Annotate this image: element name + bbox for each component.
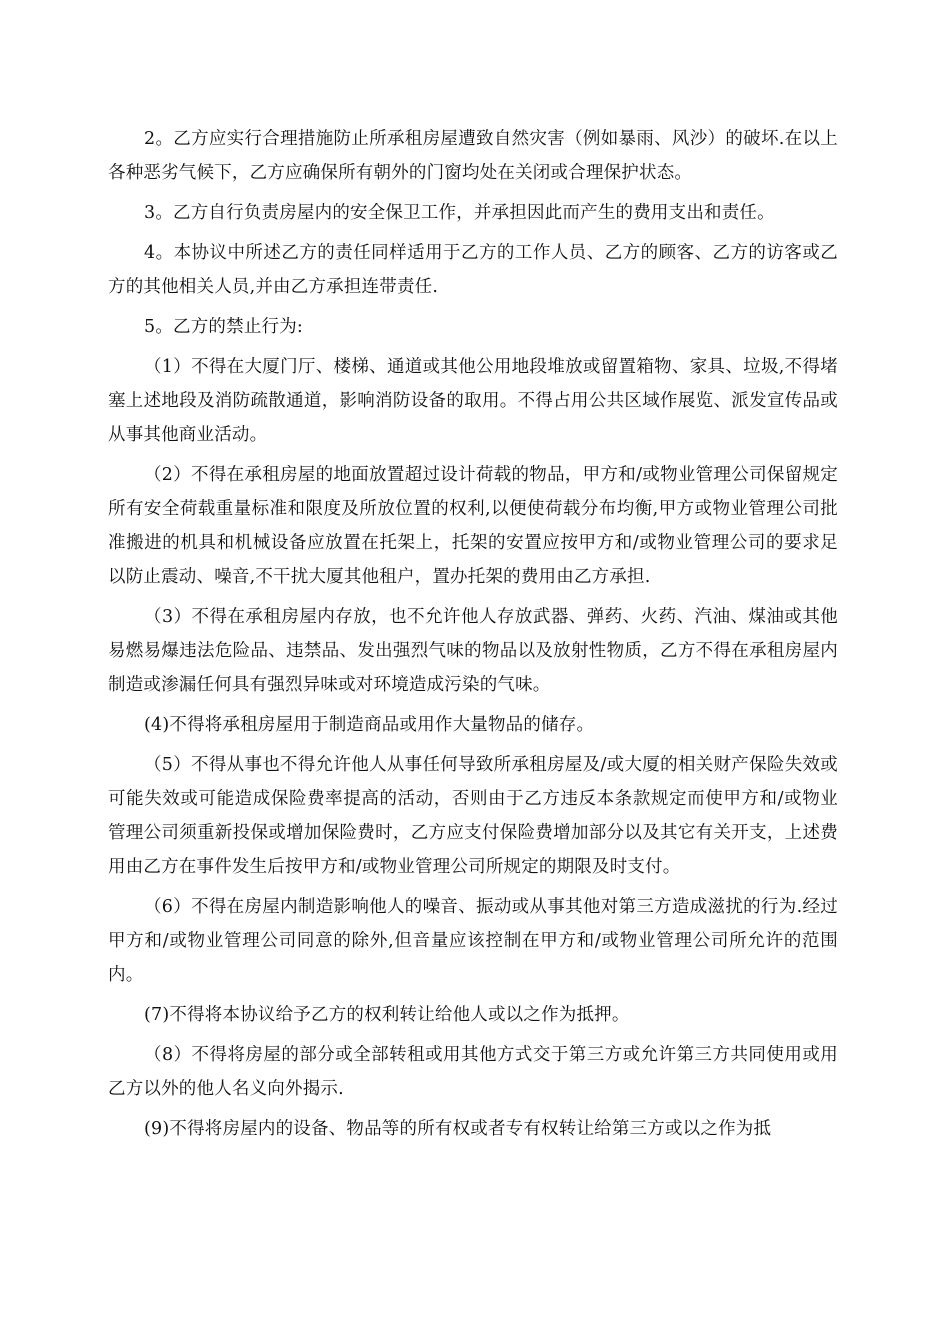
paragraph-item-1: （1）不得在大厦门厅、楼梯、通道或其他公用地段堆放或留置箱物、家具、垃圾,不得堵塞上述地段及消防疏散通道，影响消防设备的取用。不得占用公共区域作展览、派发宣传品或从事其他商业活动。 — [108, 357, 838, 445]
paragraph-item-4: (4)不得将承租房屋用于制造商品或用作大量物品的储存。 — [144, 715, 595, 735]
paragraph-clause-3: 3。乙方自行负责房屋内的安全保卫工作，并承担因此而产生的费用支出和责任。 — [144, 203, 775, 223]
paragraph-clause-2: 2。乙方应实行合理措施防止所承租房屋遭致自然灾害（例如暴雨、风沙）的破坏.在以上各种恶劣气候下，乙方应确保所有朝外的门窗均处在关闭或合理保护状态。 — [108, 129, 838, 183]
paragraph-item-5: （5）不得从事也不得允许他人从事任何导致所承租房屋及/或大厦的相关财产保险失效或可能失效或可能造成保险费率提高的活动，否则由于乙方违反本条款规定而使甲方和/或物业管理公司须重新投保或增加保险费时，乙方应支付保险费增加部分以及其它有关开支，上述费用由乙方在事件发生后按甲方和/或物业管理公司所规定的期限及时支付。 — [108, 755, 838, 877]
paragraph-item-7: (7)不得将本协议给予乙方的权利转让给他人或以之作为抵押。 — [144, 1005, 630, 1025]
paragraph-item-2: （2）不得在承租房屋的地面放置超过设计荷载的物品，甲方和/或物业管理公司保留规定所有安全荷载重量标准和限度及所放位置的权利,以便使荷载分布均衡,甲方或物业管理公司批准搬进的机具和机械设备应放置在托架上，托架的安置应按甲方和/或物业管理公司的要求足以防止震动、噪音,不干扰大厦其他租户，置办托架的费用由乙方承担. — [108, 465, 838, 587]
paragraph-item-8: （8）不得将房屋的部分或全部转租或用其他方式交于第三方或允许第三方共同使用或用乙方以外的他人名义向外揭示. — [108, 1045, 838, 1099]
paragraph-item-6: （6）不得在房屋内制造影响他人的噪音、振动或从事其他对第三方造成滋扰的行为.经过甲方和/或物业管理公司同意的除外,但音量应该控制在甲方和/或物业管理公司所允许的范围内。 — [108, 897, 838, 985]
paragraph-item-3: （3）不得在承租房屋内存放，也不允许他人存放武器、弹药、火药、汽油、煤油或其他易燃易爆违法危险品、违禁品、发出强烈气味的物品以及放射性物质，乙方不得在承租房屋内制造或渗漏任何具有强烈异味或对环境造成污染的气味。 — [108, 607, 838, 695]
paragraph-clause-5-heading: 5。乙方的禁止行为: — [144, 317, 304, 337]
document-body — [108, 122, 838, 1152]
paragraph-item-9: (9)不得将房屋内的设备、物品等的所有权或者专有权转让给第三方或以之作为抵 — [144, 1119, 772, 1139]
paragraph-clause-4: 4。本协议中所述乙方的责任同样适用于乙方的工作人员、乙方的顾客、乙方的访客或乙方的其他相关人员,并由乙方承担连带责任. — [108, 243, 838, 297]
